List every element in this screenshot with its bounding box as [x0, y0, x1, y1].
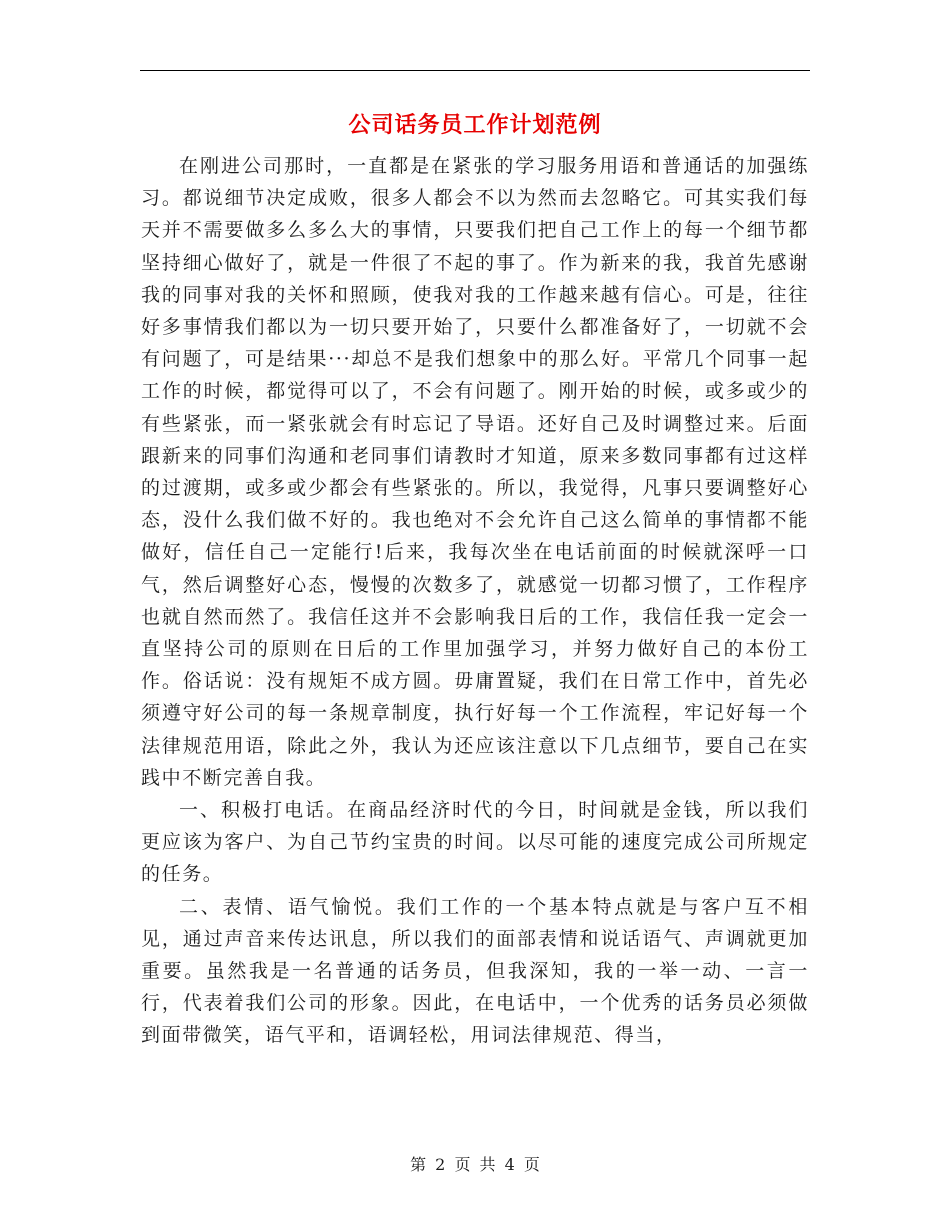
- paragraph-intro: 在刚进公司那时，一直都是在紧张的学习服务用语和普通话的加强练习。都说细节决定成败，很多人都会不以为然而去忽略它。可其实我们每天并不需要做多么多么大的事情，只要我们把自己工作上的每一个细节都坚持细心做好了，就是一件很了不起的事了。作为新来的我，我首先感谢我的同事对我的关怀和照顾，使我对我的工作越来越有信心。可是，往往好多事情我们都以为一切只要开始了，只要什么都准备好了，一切就不会有问题了，可是结果···却总不是我们想象中的那么好。平常几个同事一起工作的时候，都觉得可以了，不会有问题了。刚开始的时候，或多或少的有些紧张，而一紧张就会有时忘记了导语。还好自己及时调整过来。后面跟新来的同事们沟通和老同事们请教时才知道，原来多数同事都有过这样的过渡期，或多或少都会有些紧张的。所以，我觉得，凡事只要调整好心态，没什么我们做不好的。我也绝对不会允许自己这么简单的事情都不能做好，信任自己一定能行!后来，我每次坐在电话前面的时候就深呼一口气，然后调整好心态，慢慢的次数多了，就感觉一切都习惯了，工作程序也就自然而然了。我信任这并不会影响我日后的工作，我信任我一定会一直坚持公司的原则在日后的工作里加强学习，并努力做好自己的本份工作。俗话说：没有规矩不成方圆。毋庸置疑，我们在日常工作中，首先必须遵守好公司的每一条规章制度，执行好每一个工作流程，牢记好每一个法律规范用语，除此之外，我认为还应该注意以下几点细节，要自己在实践中不断完善自我。: [141, 155, 809, 789]
- header-rule: [140, 70, 810, 71]
- paragraph-point-2: 二、表情、语气愉悦。我们工作的一个基本特点就是与客户互不相见，通过声音来传达讯息，所以我们的面部表情和说话语气、声调就更加重要。虽然我是一名普通的话务员，但我深知，我的一举一动、一言一行，代表着我们公司的形象。因此，在电话中，一个优秀的话务员必须做到面带微笑，语气平和，语调轻松，用词法律规范、得当，: [141, 895, 809, 1047]
- paragraph-point-1: 一、积极打电话。在商品经济时代的今日，时间就是金钱，所以我们更应该为客户、为自己节约宝贵的时间。以尽可能的速度完成公司所规定的任务。: [141, 799, 809, 886]
- page-number: 第 2 页 共 4 页: [410, 1155, 540, 1174]
- document-title: 公司话务员工作计划范例: [348, 112, 602, 138]
- document-body: [141, 150, 809, 1052]
